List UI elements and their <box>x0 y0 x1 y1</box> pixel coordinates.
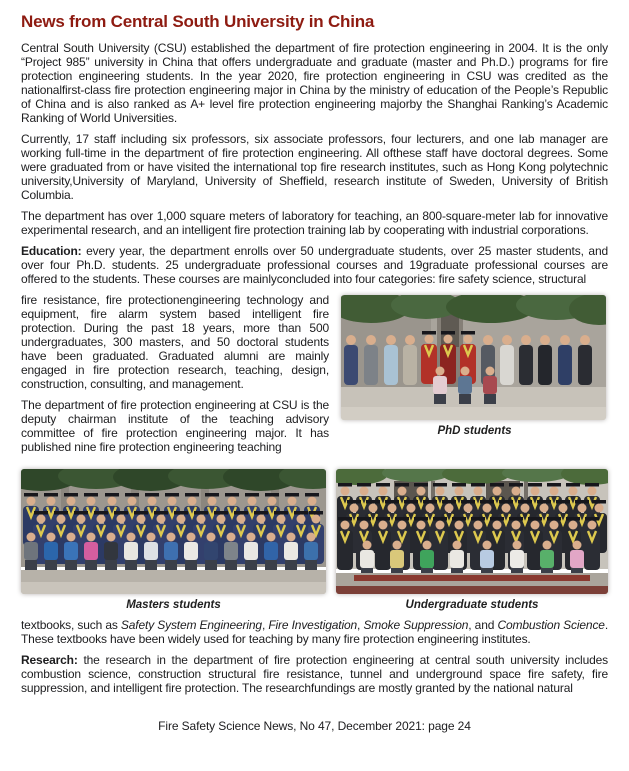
paragraph-staff: Currently, 17 staff including six professors, six associate professors, four lecturers, and one lab manager are working full-time in the department of fire protection engineering. All ofthese staff have doctoral degrees. Some were graduated from or have visited the international top fire research institutes, such as Hong Kong polytechnic university,University of Maryland, University of Sheffield, research institute of Sweden, University of British Columbia. <box>21 132 608 202</box>
phd-photo-caption: PhD students <box>437 425 512 437</box>
undergraduate-students-photo <box>336 469 608 594</box>
paragraph-department: The department of fire protection engineering at CSU is the deputy chairman institute of the teaching advisory committee of fire protection engineering major. It has published nine fire protection engineering teaching <box>21 398 329 454</box>
wrap-text-column <box>21 293 329 461</box>
paragraph-education-lead: Education: every year, the department enrolls over 50 undergraduate students, over 25 master students, and over four Ph.D. students. 25 undergraduate professional courses and 19graduate professional courses are offered to the students. These courses are mainlyconcluded into four categories: fire safety science, structural <box>21 244 608 286</box>
paragraph-research: Research: the research in the department of fire protection engineering at central south university includes combustion science, construction structural fire resistance, tunnel and underground space fire safety, fire suppression, and intelligent fire protection. The researchfundings are mostly granted by the national natural <box>21 653 608 695</box>
text-photo-row <box>21 293 608 461</box>
masters-students-photo <box>21 469 326 594</box>
paragraph-textbooks: textbooks, such as Safety System Engineering, Fire Investigation, Smoke Suppression, and Combustion Science. These textbooks have been widely used for teaching by many fire protection engineering institutes. <box>21 618 609 646</box>
masters-photo-caption: Masters students <box>126 599 221 611</box>
undergraduate-photo-caption: Undergraduate students <box>405 599 539 611</box>
paragraph-intro: Central South University (CSU) established the department of fire protection engineering in 2004. It is the only “Project 985” university in China that offers undergraduate and graduate (master and Ph.D.) programs for fire protection engineering students. In the year 2020, fire protection engineering in CSU was credited as the nationalfirst-class fire protection engineering major in China by the ministry of education of the People’s Republic of China and is also ranked as A+ level fire protection engineering majorby the Shanghai Ranking’s Academic Ranking of World Universities. <box>21 41 608 125</box>
phd-students-photo <box>341 295 606 420</box>
page-title: News from Central South University in China <box>21 12 375 31</box>
photos-row <box>21 469 608 611</box>
page-footer: Fire Safety Science News, No 47, December 2021: page 24 <box>158 719 471 733</box>
phd-photo-figure <box>341 295 608 461</box>
paragraph-labs: The department has over 1,000 square meters of laboratory for teaching, an 800-square-meter lab for innovative experimental research, and an intelligent fire protection training lab by cooperating with industrial corporations. <box>21 209 608 237</box>
undergraduate-photo-figure <box>336 469 608 611</box>
paragraph-education-wrap: fire resistance, fire protectionengineering technology and equipment, fire alarm system based intelligent fire protection. During the past 18 years, more than 500 undergraduates, 300 masters, and 50 doctoral students have been graduated. Graduated alumni are mainly engaged in fire protection research, teaching, design, construction, consulting, and management. <box>21 293 329 391</box>
masters-photo-figure <box>21 469 326 611</box>
